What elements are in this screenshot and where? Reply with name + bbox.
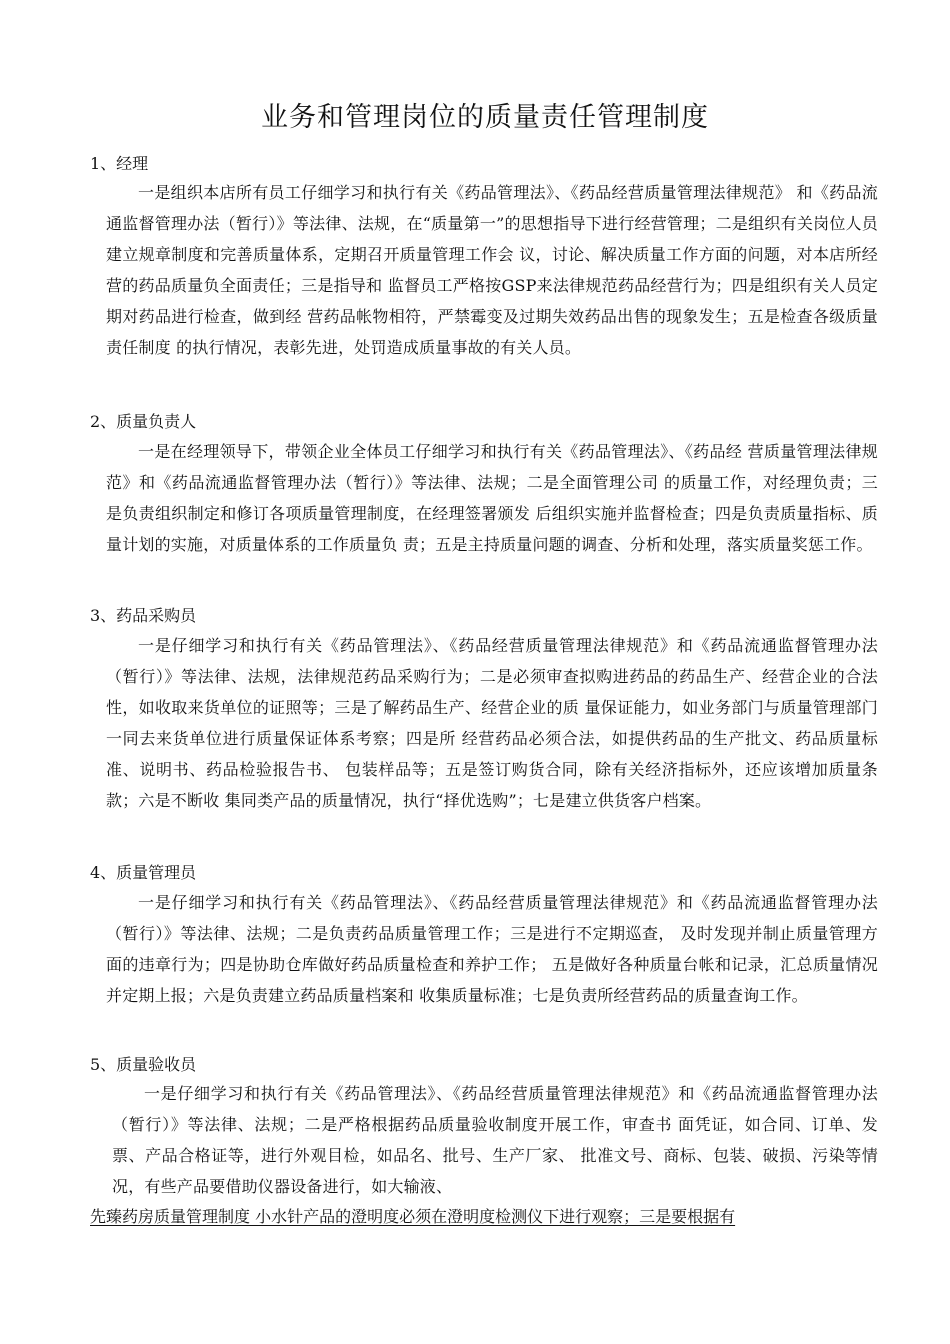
section-body-purchaser: 一是仔细学习和执行有关《药品管理法》、《药品经营质量管理法律规范》和《药品流通监督管理办法（暂行）》等法律、法规，法律规范药品采购行为；二是必须审查拟购进药品的药品生产、经营企业的合法性，如收取来货单位的证照等；三是了解药品生产、经营企业的质 量保证能力，如业务部门与质量管理部门一同去来货单位进行质量保证体系考察；四是所 经营药品必须合法，如提供药品的生产批文、药品质量标准、说明书、药品检验报告书、 包装样品等；五是签订购货合同，除有关经济指标外，还应该增加质量条款；六是不断收 集同类产品的质量情况，执行“择优选购”；七是建立供货客户档案。: [106, 636, 878, 810]
page-footer: 先臻药房质量管理制度 小水针产品的澄明度必须在澄明度检测仪下进行观察；三是要根据有: [90, 1207, 736, 1226]
section-heading-manager: 1、经理: [90, 154, 149, 173]
section-heading-quality-manager: 4、质量管理员: [90, 863, 197, 882]
section-body-inspector: 一是仔细学习和执行有关《药品管理法》、《药品经营质量管理法律规范》和《药品流通监督管理办法（暂行）》等法律、法规；二是严格根据药品质量验收制度开展工作，审查书 面凭证，如合同、订单、发票、产品合格证等，进行外观目检，如品名、批号、生产厂家、 批准文号、商标、包装、破损、污染等情况，有些产品要借助仪器设备进行，如大输液、: [112, 1084, 878, 1196]
section-body-manager: 一是组织本店所有员工仔细学习和执行有关《药品管理法》、《药品经营质量管理法律规范》 和《药品流通监督管理办法（暂行）》等法律、法规，在“质量第一”的思想指导下进行经营管理；二是组织有关岗位人员建立规章制度和完善质量体系，定期召开质量管理工作会 议，讨论、解决质量工作方面的问题，对本店所经营的药品质量负全面责任；三是指导和 监督员工严格按GSP来法律规范药品经营行为；四是组织有关人员定期对药品进行检查，做到经 营药品帐物相符，严禁霉变及过期失效药品出售的现象发生；五是检查各级质量责任制度 的执行情况，表彰先进，处罚造成质量事故的有关人员。: [106, 183, 878, 357]
section-heading-quality-head: 2、质量负责人: [90, 412, 197, 431]
section-heading-purchaser: 3、药品采购员: [90, 606, 197, 625]
section-body-quality-head: 一是在经理领导下，带领企业全体员工仔细学习和执行有关《药品管理法》、《药品经 营质量管理法律规范》和《药品流通监督管理办法（暂行）》等法律、法规；二是全面管理公司 的质量工作，对经理负责；三是负责组织制定和修订各项质量管理制度，在经理签署颁发 后组织实施并监督检查；四是负责质量指标、质量计划的实施，对质量体系的工作质量负 责；五是主持质量问题的调查、分析和处理，落实质量奖惩工作。: [106, 442, 878, 554]
document-title: 业务和管理岗位的质量责任管理制度: [261, 102, 709, 133]
section-body-quality-manager: 一是仔细学习和执行有关《药品管理法》、《药品经营质量管理法律规范》和《药品流通监督管理办法（暂行）》等法律、法规；二是负责药品质量管理工作；三是进行不定期巡查， 及时发现并制止质量管理方面的违章行为；四是协助仓库做好药品质量检查和养护工作； 五是做好各种质量台帐和记录，汇总质量情况并定期上报；六是负责建立药品质量档案和 收集质量标准；七是负责所经营药品的质量查询工作。: [106, 893, 878, 1005]
section-heading-inspector: 5、质量验收员: [90, 1055, 197, 1074]
